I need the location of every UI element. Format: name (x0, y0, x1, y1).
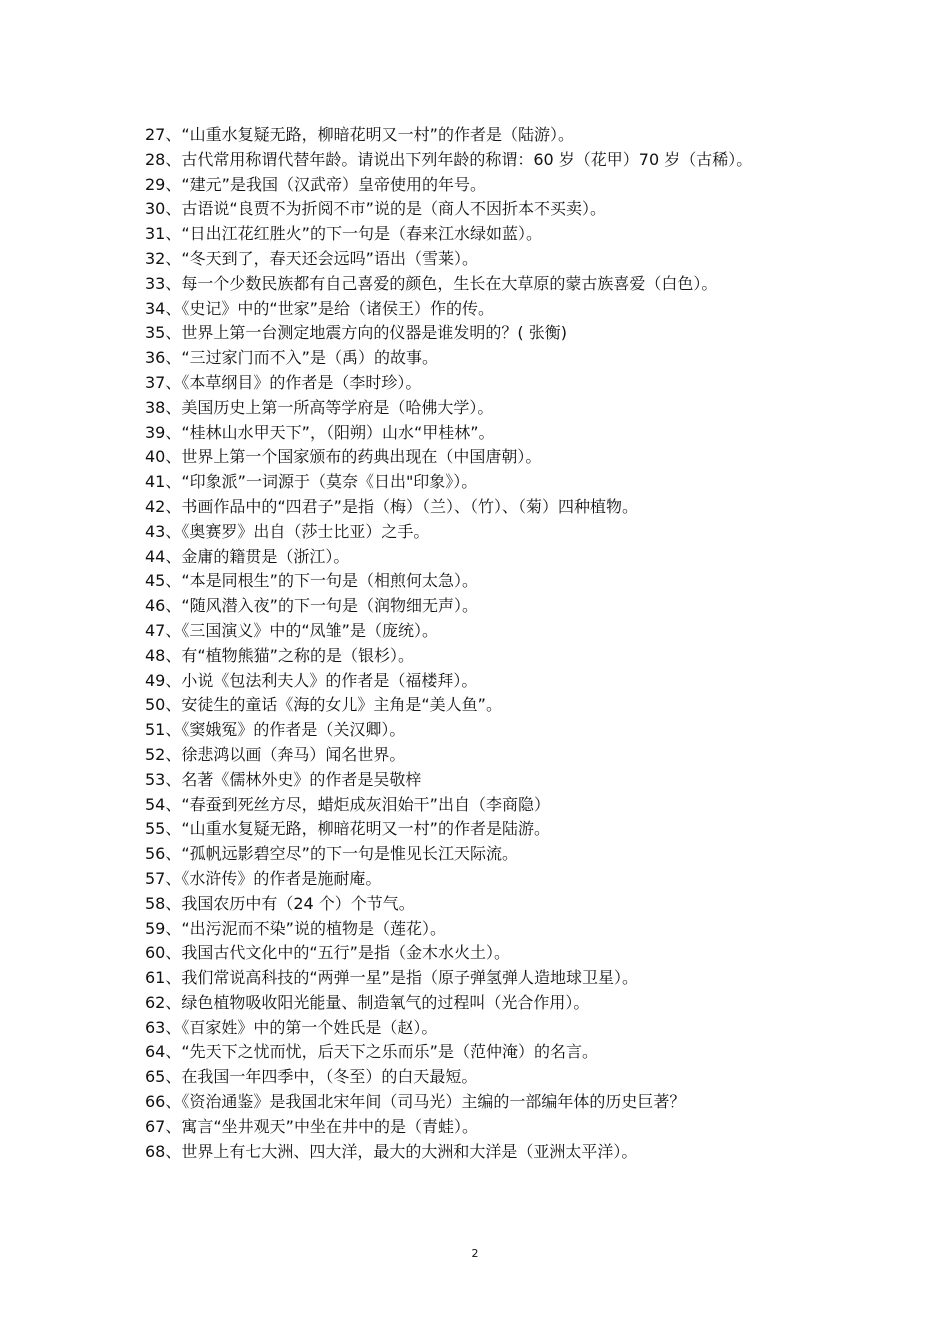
list-item: 42、书画作品中的“四君子”是指（梅）（兰）、（竹）、（菊）四种植物。 (145, 496, 638, 516)
list-item: 50、安徒生的童话《海的女儿》主角是“美人鱼”。 (145, 695, 502, 715)
list-item: 44、金庸的籍贯是（浙江）。 (145, 546, 350, 566)
list-item: 31、“日出江花红胜火”的下一句是（春来江水绿如蓝）。 (145, 224, 542, 244)
list-item: 58、我国农历中有（24 个）个节气。 (145, 893, 415, 913)
list-item: 62、绿色植物吸收阳光能量、制造氧气的过程叫（光合作用）。 (145, 992, 590, 1012)
list-item: 52、徐悲鸿以画（奔马）闻名世界。 (145, 744, 406, 764)
list-item: 47、《三国演义》中的“凤雏”是（庞统）。 (145, 620, 438, 640)
list-item: 56、“孤帆远影碧空尽”的下一句是惟见长江天际流。 (145, 844, 518, 864)
list-item: 40、世界上第一个国家颁布的药典出现在（中国唐朝）。 (145, 447, 542, 467)
list-item: 59、“出污泥而不染”说的植物是（莲花）。 (145, 918, 446, 938)
list-item: 49、小说《包法利夫人》的作者是（福楼拜）。 (145, 670, 478, 690)
list-item: 67、寓言“坐井观天”中坐在井中的是（青蛙）。 (145, 1116, 478, 1136)
list-item: 32、“冬天到了，春天还会远吗”语出（雪莱）。 (145, 248, 478, 268)
list-item: 36、“三过家门而不入”是（禹）的故事。 (145, 348, 438, 368)
list-item: 28、古代常用称谓代替年龄。请说出下列年龄的称谓：60 岁（花甲）70 岁（古稀）。 (145, 149, 753, 169)
list-item: 39、“桂林山水甲天下”，（阳朔）山水“甲桂林”。 (145, 422, 495, 442)
list-item: 29、“建元”是我国（汉武帝）皇帝使用的年号。 (145, 174, 486, 194)
list-item: 35、世界上第一台测定地震方向的仪器是谁发明的？( 张衡) (145, 323, 567, 343)
list-item: 63、《百家姓》中的第一个姓氏是（赵）。 (145, 1017, 438, 1037)
list-item: 64、“先天下之忧而忧，后天下之乐而乐”是（范仲淹）的名言。 (145, 1042, 598, 1062)
list-item: 54、“春蚕到死丝方尽，蜡炬成灰泪始干”出自（李商隐） (145, 794, 550, 814)
list-item: 60、我国古代文化中的“五行”是指（金木水火土）。 (145, 943, 510, 963)
list-item: 43、《奥赛罗》出自（莎士比亚）之手。 (145, 521, 430, 541)
list-item: 48、有“植物熊猫”之称的是（银杉）。 (145, 645, 414, 665)
question-list (145, 123, 815, 1164)
list-item: 27、“山重水复疑无路，柳暗花明又一村”的作者是（陆游）。 (145, 125, 574, 144)
list-item: 45、“本是同根生”的下一句是（相煎何太急）。 (145, 571, 478, 591)
list-item: 65、在我国一年四季中，（冬至）的白天最短。 (145, 1067, 478, 1087)
list-item: 46、“随风潜入夜”的下一句是（润物细无声）。 (145, 596, 478, 616)
list-item: 34、《史记》中的“世家”是给（诸侯王）作的传。 (145, 298, 494, 318)
list-item: 55、“山重水复疑无路，柳暗花明又一村”的作者是陆游。 (145, 819, 550, 839)
list-item: 51、《窦娥冤》的作者是（关汉卿）。 (145, 720, 406, 740)
list-item: 53、名著《儒林外史》的作者是吴敬梓 (145, 769, 422, 789)
list-item: 37、《本草纲目》的作者是（李时珍）。 (145, 372, 422, 392)
list-item: 57、《水浒传》的作者是施耐庵。 (145, 868, 382, 888)
list-item: 30、古语说“良贾不为折阅不市”说的是（商人不因折本不买卖）。 (145, 199, 606, 219)
page-number: 2 (471, 1247, 479, 1260)
list-item: 38、美国历史上第一所高等学府是（哈佛大学）。 (145, 397, 494, 417)
list-item: 66、《资治通鉴》是我国北宋年间（司马光）主编的一部编年体的历史巨著？ (145, 1092, 686, 1112)
list-item: 33、每一个少数民族都有自己喜爱的颜色，生长在大草原的蒙古族喜爱（白色）。 (145, 273, 718, 293)
list-item: 41、“印象派”一词源于（莫奈《日出"印象》）。 (145, 472, 478, 492)
list-item: 61、我们常说高科技的“两弹一星”是指（原子弹氢弹人造地球卫星）。 (145, 968, 638, 988)
list-item: 68、世界上有七大洲、四大洋，最大的大洲和大洋是（亚洲太平洋）。 (145, 1141, 638, 1161)
